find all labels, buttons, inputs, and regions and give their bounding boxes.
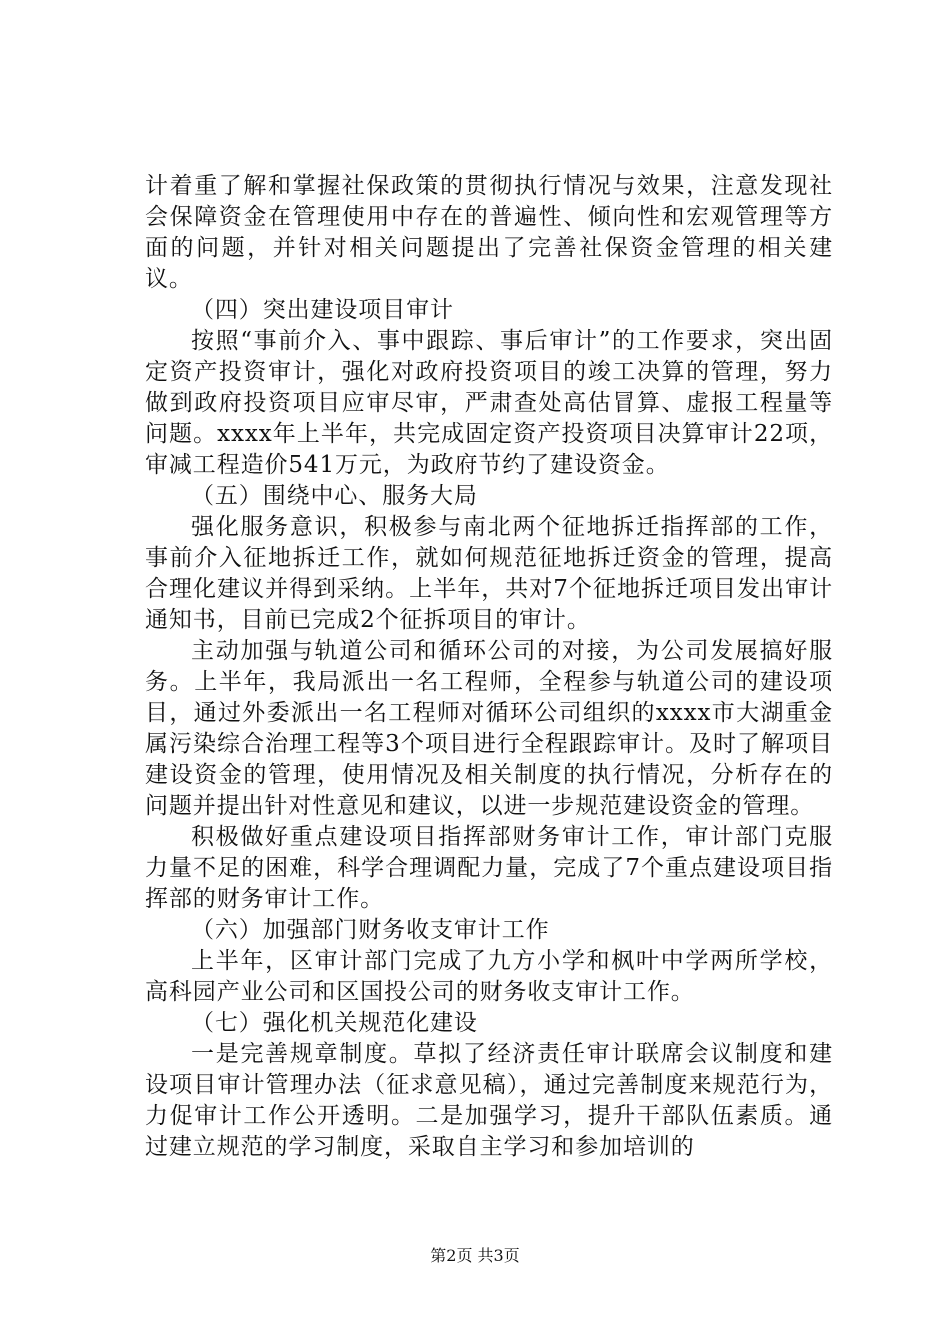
paragraph-continuation: 计着重了解和掌握社保政策的贯彻执行情况与效果，注意发现社会保障资金在管理使用中存在的普遍性、倾向性和宏观管理等方面的问题，并针对相关问题提出了完善社保资金管理的相关建议。 <box>145 173 833 292</box>
section-heading-7: （七）强化机关规范化建设 <box>191 1010 478 1036</box>
paragraph: 强化服务意识，积极参与南北两个征地拆迁指挥部的工作，事前介入征地拆迁工作，就如何规范征地拆迁资金的管理，提高合理化建议并得到采纳。上半年，共对7个征地拆迁项目发出审计通知书，目前已完成2个征拆项目的审计。 <box>145 514 833 633</box>
paragraph: 上半年，区审计部门完成了九方小学和枫叶中学两所学校，高科园产业公司和区国投公司的财务收支审计工作。 <box>145 948 833 1005</box>
page-footer: 第2页 共3页 <box>430 1246 520 1265</box>
paragraph: 按照“事前介入、事中跟踪、事后审计”的工作要求，突出固定资产投资审计，强化对政府投资项目的竣工决算的管理，努力做到政府投资项目应审尽审，严肃查处高估冒算、虚报工程量等问题。xxxx年上半年，共完成固定资产投资项目决算审计22项，审减工程造价541万元，为政府节约了建设资金。 <box>145 328 833 478</box>
paragraph: 主动加强与轨道公司和循环公司的对接，为公司发展搞好服务。上半年，我局派出一名工程师，全程参与轨道公司的建设项目，通过外委派出一名工程师对循环公司组织的xxxx市大湖重金属污染综合治理工程等3个项目进行全程跟踪审计。及时了解项目建设资金的管理，使用情况及相关制度的执行情况，分析存在的问题并提出针对性意见和建议，以进一步规范建设资金的管理。 <box>145 638 833 819</box>
section-heading-6: （六）加强部门财务收支审计工作 <box>191 917 550 943</box>
section-heading-5: （五）围绕中心、服务大局 <box>191 483 478 509</box>
section-heading-4: （四）突出建设项目审计 <box>191 297 454 323</box>
paragraph: 一是完善规章制度。草拟了经济责任审计联席会议制度和建设项目审计管理办法（征求意见稿），通过完善制度来规范行为，力促审计工作公开透明。二是加强学习，提升干部队伍素质。通过建立规范的学习制度，采取自主学习和参加培训的 <box>145 1041 833 1160</box>
body-text <box>145 171 833 1163</box>
paragraph: 积极做好重点建设项目指挥部财务审计工作，审计部门克服力量不足的困难，科学合理调配力量，完成了7个重点建设项目指挥部的财务审计工作。 <box>145 824 833 912</box>
